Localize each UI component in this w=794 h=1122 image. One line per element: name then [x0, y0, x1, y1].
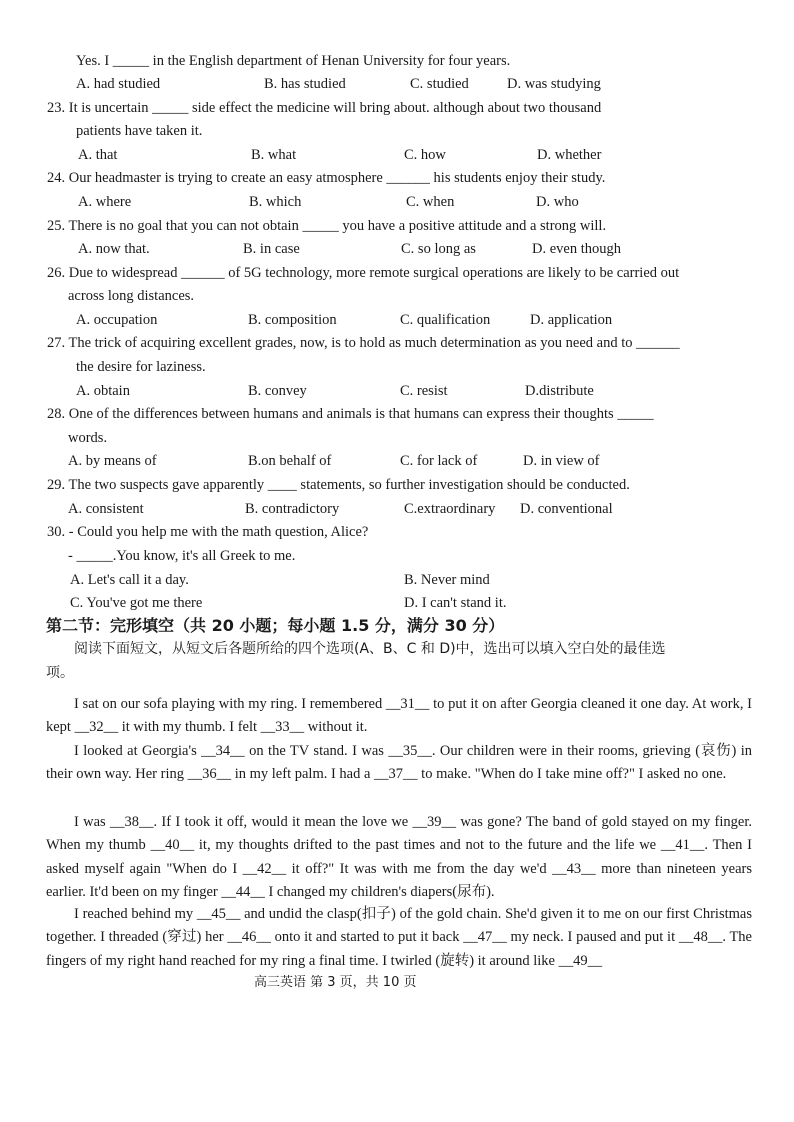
question-26-option-a: A. occupation: [76, 312, 158, 328]
question-30-stem: 30. - Could you help me with the math question, Alice?: [47, 524, 369, 540]
passage-paragraph-3: I was __38__. If I took it off, would it mean the love we __39__ was gone? The band of gold stayed on my finger. When my thumb __40__ it, my thoughts drifted to the past times and not to the future and the life we __41__. Then I asked myself again "When do I __42__ it off?" It was with me from the day we'd __43__ more than nineteen years earlier. It'd been on my finger __44__ I changed my children's diapers(尿布).: [46, 814, 752, 901]
question-26-stem-cont: across long distances.: [68, 288, 195, 304]
question-28-stem-cont: words.: [68, 430, 108, 446]
question-27-option-d: D.distribute: [525, 383, 594, 399]
question-29-stem: 29. The two suspects gave apparently ____ statements, so further investigation should be conducted.: [47, 477, 630, 493]
question-26-option-b: B. composition: [248, 312, 337, 328]
question-30-option-b: B. Never mind: [404, 572, 490, 588]
question-29-option-b: B. contradictory: [245, 501, 340, 517]
question-23-option-a: A. that: [78, 147, 118, 163]
question-22-option-b: B. has studied: [264, 76, 346, 92]
question-25-option-b: B. in case: [243, 241, 300, 257]
passage-paragraph-1: I sat on our sofa playing with my ring. I remembered __31__ to put it on after Georgia cleaned it one day. At work, I kept __32__ it with my thumb. I felt __33__ without it.: [46, 696, 752, 736]
question-27-stem-cont: the desire for laziness.: [76, 359, 206, 375]
question-22-option-d: D. was studying: [507, 76, 601, 92]
question-26-option-d: D. application: [530, 312, 613, 328]
question-28-stem: 28. One of the differences between humans and animals is that humans can express their thoughts _____: [47, 406, 654, 422]
question-22-option-a: A. had studied: [76, 76, 161, 92]
question-30-stem-cont: - _____.You know, it's all Greek to me.: [68, 548, 296, 564]
question-29-option-c: C.extraordinary: [404, 501, 496, 517]
section-2-title: 第二节：完形填空（共 20 小题；每小题 1.5 分，满分 30 分）: [46, 616, 505, 635]
question-24-stem: 24. Our headmaster is trying to create an easy atmosphere ______ his students enjoy their study.: [47, 170, 606, 186]
question-24-option-d: D. who: [536, 194, 579, 210]
question-23-option-b: B. what: [251, 147, 297, 163]
section-2-instruction-cont: 项。: [46, 665, 74, 681]
question-25-option-d: D. even though: [532, 241, 621, 257]
question-27-option-a: A. obtain: [76, 383, 130, 399]
question-28-option-c: C. for lack of: [400, 453, 478, 469]
question-30-option-c: C. You've got me there: [70, 595, 203, 611]
question-23-option-c: C. how: [404, 147, 446, 163]
question-28-option-d: D. in view of: [523, 453, 600, 469]
question-25-stem: 25. There is no goal that you can not obtain _____ you have a positive attitude and a strong will.: [47, 218, 607, 234]
section-2-instruction: 阅读下面短文，从短文后各题所给的四个选项(A、B、C 和 D)中，选出可以填入空白处的最佳选: [74, 641, 666, 657]
question-30-option-a: A. Let's call it a day.: [70, 572, 189, 588]
question-27-option-c: C. resist: [400, 383, 448, 399]
page-footer: 高三英语 第 3 页，共 10 页: [254, 975, 417, 990]
question-29-option-d: D. conventional: [520, 501, 613, 517]
question-23-option-d: D. whether: [537, 147, 602, 163]
question-22-stem: Yes. I _____ in the English department of Henan University for four years.: [76, 53, 511, 69]
question-22-option-c: C. studied: [410, 76, 469, 92]
question-28-option-a: A. by means of: [68, 453, 157, 469]
question-29-option-a: A. consistent: [68, 501, 144, 517]
question-25-option-c: C. so long as: [401, 241, 476, 257]
question-26-stem: 26. Due to widespread ______ of 5G technology, more remote surgical operations are likely to be carried out: [47, 265, 680, 281]
question-24-option-c: C. when: [406, 194, 455, 210]
question-24-option-a: A. where: [78, 194, 132, 210]
passage-paragraph-4: I reached behind my __45__ and undid the clasp(扣子) of the gold chain. She'd given it to me on our first Christmas together. I threaded (穿过) her __46__ onto it and started to put it back __47__ my neck. I paused and put it __48__. The fingers of my right hand reached for my ring a final time. I twirled (旋转) it around like __49__: [46, 906, 752, 969]
passage-paragraph-2: I looked at Georgia's __34__ on the TV stand. I was __35__. Our children were in their rooms, grieving (哀伤) in their own way. Her ring __36__ in my left palm. I had a __37__ to make. "When do I take mine off?" I asked no one.: [46, 743, 752, 783]
question-27-option-b: B. convey: [248, 383, 307, 399]
question-27-stem: 27. The trick of acquiring excellent grades, now, is to hold as much determination as you need and to ______: [47, 335, 680, 351]
question-30-option-d: D. I can't stand it.: [404, 595, 507, 611]
question-24-option-b: B. which: [249, 194, 302, 210]
question-25-option-a: A. now that.: [78, 241, 150, 257]
question-23-stem: 23. It is uncertain _____ side effect the medicine will bring about. although about two thousand: [47, 100, 602, 116]
question-23-stem-cont: patients have taken it.: [76, 123, 203, 139]
question-26-option-c: C. qualification: [400, 312, 491, 328]
question-28-option-b: B.on behalf of: [248, 453, 332, 469]
